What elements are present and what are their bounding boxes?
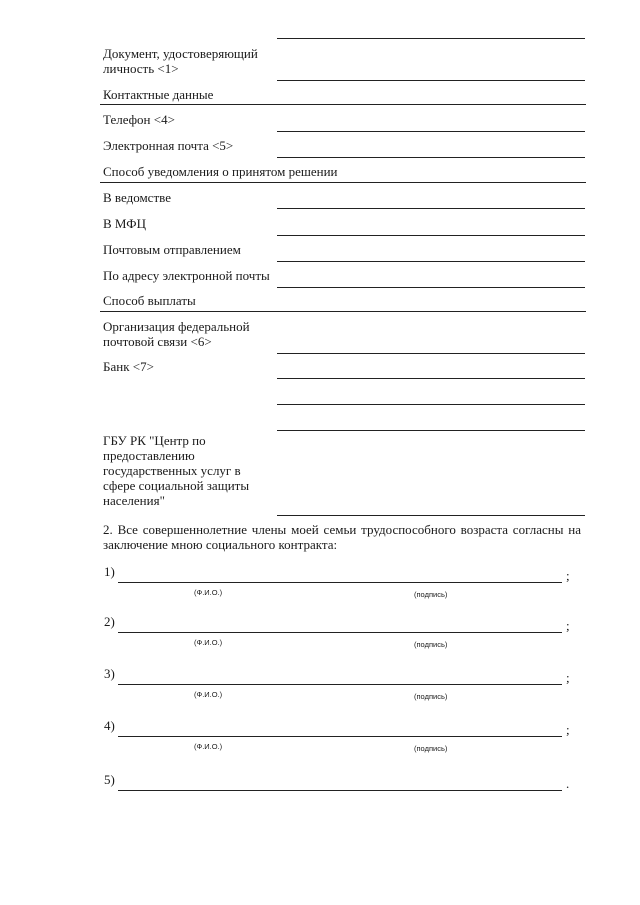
consent-row-line[interactable] (118, 582, 562, 583)
label-by-email-address: По адресу электронной почты (103, 268, 270, 283)
by-email-address-line[interactable] (277, 287, 585, 288)
consent-row-number: 1) (104, 564, 115, 579)
label-notification-method: Способ уведомления о принятом решении (103, 164, 338, 179)
bank-line-1[interactable] (277, 378, 585, 379)
consent-row-end: ; (566, 568, 570, 583)
signature-caption: (подпись) (414, 744, 448, 753)
by-post-line[interactable] (277, 261, 585, 262)
consent-row-number: 4) (104, 718, 115, 733)
label-by-post: Почтовым отправлением (103, 242, 241, 257)
label-bank: Банк <7> (103, 359, 154, 374)
consent-row-number: 3) (104, 666, 115, 681)
consent-row-number: 5) (104, 772, 115, 787)
consent-row-line[interactable] (118, 790, 562, 791)
consent-row-line[interactable] (118, 684, 562, 685)
label-gbu: ГБУ РК "Центр по предоставлению государственных услуг в сфере социальной защиты населения" (103, 433, 250, 508)
signature-caption: (подпись) (414, 590, 448, 599)
consent-row-line[interactable] (118, 736, 562, 737)
consent-paragraph: 2. Все совершеннолетние члены моей семьи трудоспособного возраста согласны на заключение мною социального контракта: (103, 522, 581, 552)
label-in-mfc: В МФЦ (103, 216, 146, 231)
signature-caption: (подпись) (414, 692, 448, 701)
signature-caption: (подпись) (414, 640, 448, 649)
fio-caption: (Ф.И.О.) (194, 690, 223, 699)
contacts-divider (100, 104, 586, 105)
label-post-org: Организация федеральной почтовой связи <6> (103, 319, 250, 349)
consent-row-line[interactable] (118, 632, 562, 633)
in-mfc-line[interactable] (277, 235, 585, 236)
label-in-department: В ведомстве (103, 190, 171, 205)
in-department-line[interactable] (277, 208, 585, 209)
consent-row-end: . (566, 776, 570, 791)
label-id-document: Документ, удостоверяющий личность <1> (103, 46, 258, 76)
consent-row-end: ; (566, 722, 570, 737)
phone-line[interactable] (277, 131, 585, 132)
payment-divider (100, 311, 586, 312)
label-contacts: Контактные данные (103, 87, 214, 102)
gbu-line[interactable] (277, 515, 585, 516)
fio-caption: (Ф.И.О.) (194, 588, 223, 597)
bank-line-3[interactable] (277, 430, 585, 431)
label-phone: Телефон <4> (103, 112, 175, 127)
label-payment-method: Способ выплаты (103, 293, 196, 308)
post-org-line[interactable] (277, 353, 585, 354)
consent-row-number: 2) (104, 614, 115, 629)
fio-caption: (Ф.И.О.) (194, 742, 223, 751)
consent-row-end: ; (566, 670, 570, 685)
consent-row-end: ; (566, 618, 570, 633)
email-line[interactable] (277, 157, 585, 158)
id-document-line-2[interactable] (277, 80, 585, 81)
id-document-line-1[interactable] (277, 38, 585, 39)
fio-caption: (Ф.И.О.) (194, 638, 223, 647)
notification-divider (100, 182, 586, 183)
bank-line-2[interactable] (277, 404, 585, 405)
label-email: Электронная почта <5> (103, 138, 234, 153)
